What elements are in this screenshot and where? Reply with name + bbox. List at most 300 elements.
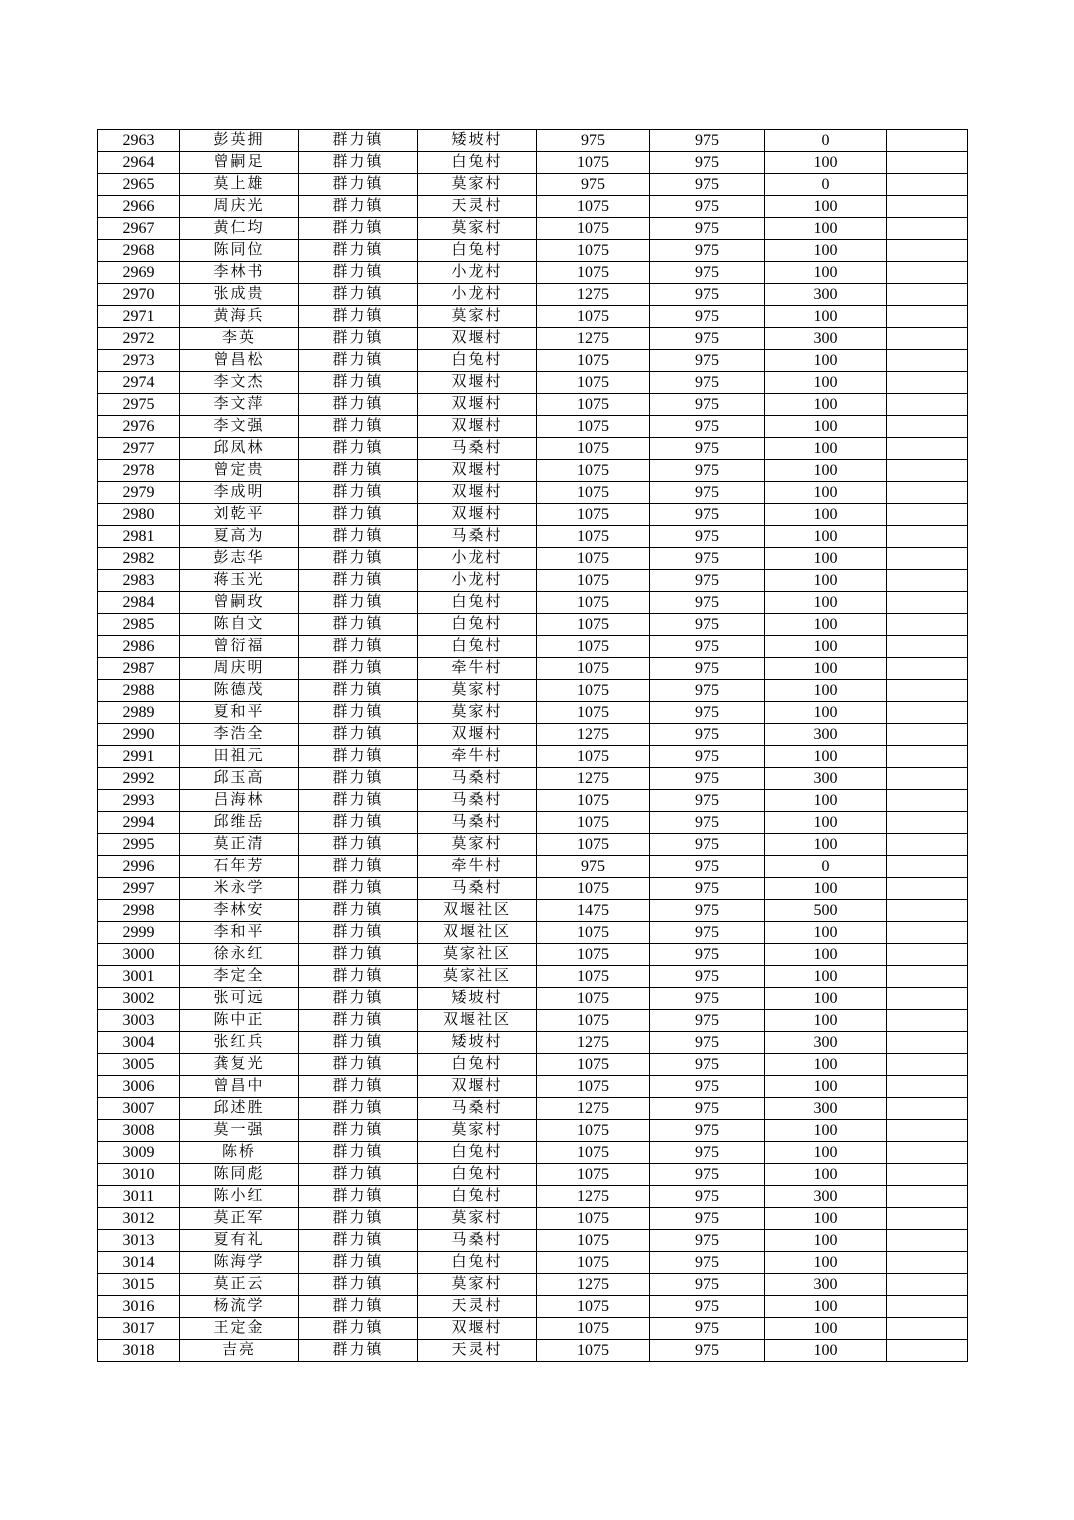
- cell-amount-a: 1075: [537, 152, 650, 174]
- cell-town: 群力镇: [299, 1010, 418, 1032]
- cell-difference: 100: [765, 944, 887, 966]
- cell-empty: [887, 988, 968, 1010]
- cell-empty: [887, 130, 968, 152]
- cell-amount-b: 975: [650, 1164, 765, 1186]
- cell-amount-a: 1075: [537, 394, 650, 416]
- cell-town: 群力镇: [299, 856, 418, 878]
- cell-amount-b: 975: [650, 1340, 765, 1362]
- cell-amount-a: 1075: [537, 988, 650, 1010]
- cell-amount-a: 1075: [537, 658, 650, 680]
- table-row: [98, 1252, 968, 1274]
- table-row: [98, 1010, 968, 1032]
- cell-empty: [887, 1274, 968, 1296]
- cell-village: 莫家村: [418, 702, 537, 724]
- cell-amount-a: 1075: [537, 240, 650, 262]
- cell-amount-b: 975: [650, 438, 765, 460]
- cell-difference: 100: [765, 218, 887, 240]
- cell-town: 群力镇: [299, 526, 418, 548]
- cell-amount-a: 1075: [537, 878, 650, 900]
- cell-difference: 300: [765, 1032, 887, 1054]
- cell-amount-a: 1075: [537, 1142, 650, 1164]
- cell-amount-a: 975: [537, 856, 650, 878]
- cell-village: 小龙村: [418, 570, 537, 592]
- cell-amount-a: 1275: [537, 284, 650, 306]
- cell-village: 莫家村: [418, 1274, 537, 1296]
- cell-empty: [887, 1318, 968, 1340]
- cell-name: 夏有礼: [180, 1230, 299, 1252]
- cell-empty: [887, 658, 968, 680]
- cell-empty: [887, 1120, 968, 1142]
- cell-name: 曾衍福: [180, 636, 299, 658]
- cell-village: 马桑村: [418, 526, 537, 548]
- cell-empty: [887, 900, 968, 922]
- cell-town: 群力镇: [299, 680, 418, 702]
- cell-amount-b: 975: [650, 768, 765, 790]
- cell-difference: 100: [765, 262, 887, 284]
- cell-village: 白兔村: [418, 152, 537, 174]
- cell-amount-a: 1075: [537, 922, 650, 944]
- cell-amount-b: 975: [650, 372, 765, 394]
- cell-amount-a: 1075: [537, 548, 650, 570]
- cell-name: 莫正军: [180, 1208, 299, 1230]
- cell-id: 3011: [98, 1186, 180, 1208]
- cell-amount-b: 975: [650, 196, 765, 218]
- cell-amount-b: 975: [650, 1076, 765, 1098]
- cell-difference: 100: [765, 438, 887, 460]
- table-row: [98, 240, 968, 262]
- table-row: [98, 1032, 968, 1054]
- table-row: [98, 394, 968, 416]
- cell-name: 曾定贵: [180, 460, 299, 482]
- cell-name: 张红兵: [180, 1032, 299, 1054]
- cell-amount-b: 975: [650, 790, 765, 812]
- cell-village: 白兔村: [418, 1164, 537, 1186]
- cell-name: 周庆明: [180, 658, 299, 680]
- cell-town: 群力镇: [299, 900, 418, 922]
- cell-village: 天灵村: [418, 196, 537, 218]
- cell-empty: [887, 240, 968, 262]
- cell-empty: [887, 1296, 968, 1318]
- table-row: [98, 1120, 968, 1142]
- cell-village: 天灵村: [418, 1340, 537, 1362]
- cell-empty: [887, 768, 968, 790]
- table-row: [98, 350, 968, 372]
- cell-name: 李英: [180, 328, 299, 350]
- cell-id: 2974: [98, 372, 180, 394]
- cell-village: 白兔村: [418, 240, 537, 262]
- cell-amount-a: 975: [537, 130, 650, 152]
- cell-name: 李林安: [180, 900, 299, 922]
- cell-town: 群力镇: [299, 1098, 418, 1120]
- cell-id: 2967: [98, 218, 180, 240]
- cell-amount-b: 975: [650, 306, 765, 328]
- cell-id: 2964: [98, 152, 180, 174]
- cell-amount-a: 1075: [537, 614, 650, 636]
- table-row: [98, 1054, 968, 1076]
- cell-amount-a: 1075: [537, 1054, 650, 1076]
- cell-id: 2995: [98, 834, 180, 856]
- cell-empty: [887, 482, 968, 504]
- cell-village: 矮坡村: [418, 1032, 537, 1054]
- cell-difference: 300: [765, 768, 887, 790]
- cell-amount-a: 1275: [537, 1098, 650, 1120]
- cell-difference: 100: [765, 504, 887, 526]
- cell-village: 莫家村: [418, 218, 537, 240]
- cell-name: 李文杰: [180, 372, 299, 394]
- cell-name: 米永学: [180, 878, 299, 900]
- cell-town: 群力镇: [299, 988, 418, 1010]
- cell-amount-b: 975: [650, 482, 765, 504]
- cell-town: 群力镇: [299, 1340, 418, 1362]
- cell-village: 小龙村: [418, 284, 537, 306]
- cell-amount-a: 1075: [537, 1164, 650, 1186]
- table-row: [98, 372, 968, 394]
- cell-empty: [887, 592, 968, 614]
- cell-amount-b: 975: [650, 746, 765, 768]
- cell-town: 群力镇: [299, 724, 418, 746]
- cell-village: 牵牛村: [418, 746, 537, 768]
- cell-empty: [887, 1164, 968, 1186]
- cell-empty: [887, 284, 968, 306]
- cell-amount-b: 975: [650, 900, 765, 922]
- cell-village: 小龙村: [418, 262, 537, 284]
- cell-id: 3003: [98, 1010, 180, 1032]
- cell-id: 2986: [98, 636, 180, 658]
- table-row: [98, 746, 968, 768]
- table-row: [98, 724, 968, 746]
- cell-village: 白兔村: [418, 614, 537, 636]
- cell-difference: 100: [765, 1142, 887, 1164]
- table-row: [98, 680, 968, 702]
- cell-village: 莫家村: [418, 306, 537, 328]
- cell-town: 群力镇: [299, 1076, 418, 1098]
- cell-amount-b: 975: [650, 702, 765, 724]
- table-row: [98, 614, 968, 636]
- cell-difference: 100: [765, 482, 887, 504]
- cell-amount-a: 1075: [537, 1340, 650, 1362]
- cell-amount-b: 975: [650, 130, 765, 152]
- table-row: [98, 1142, 968, 1164]
- cell-empty: [887, 1098, 968, 1120]
- cell-difference: 300: [765, 1186, 887, 1208]
- cell-name: 李文萍: [180, 394, 299, 416]
- cell-id: 2992: [98, 768, 180, 790]
- cell-empty: [887, 614, 968, 636]
- cell-id: 3009: [98, 1142, 180, 1164]
- cell-id: 2973: [98, 350, 180, 372]
- table-row: [98, 834, 968, 856]
- cell-id: 2963: [98, 130, 180, 152]
- cell-name: 陈小红: [180, 1186, 299, 1208]
- cell-town: 群力镇: [299, 416, 418, 438]
- cell-amount-b: 975: [650, 1032, 765, 1054]
- cell-empty: [887, 724, 968, 746]
- cell-village: 马桑村: [418, 1098, 537, 1120]
- cell-id: 3018: [98, 1340, 180, 1362]
- cell-amount-b: 975: [650, 614, 765, 636]
- cell-difference: 300: [765, 328, 887, 350]
- cell-difference: 100: [765, 1296, 887, 1318]
- cell-name: 邱凤林: [180, 438, 299, 460]
- cell-name: 夏高为: [180, 526, 299, 548]
- cell-amount-a: 1075: [537, 416, 650, 438]
- table-row: [98, 284, 968, 306]
- cell-amount-a: 1075: [537, 262, 650, 284]
- cell-town: 群力镇: [299, 438, 418, 460]
- cell-difference: 100: [765, 1076, 887, 1098]
- cell-village: 马桑村: [418, 1230, 537, 1252]
- cell-amount-a: 1075: [537, 1318, 650, 1340]
- table-row: [98, 1274, 968, 1296]
- cell-amount-a: 1075: [537, 372, 650, 394]
- cell-difference: 100: [765, 878, 887, 900]
- cell-name: 陈中正: [180, 1010, 299, 1032]
- cell-id: 3006: [98, 1076, 180, 1098]
- table-row: [98, 1340, 968, 1362]
- cell-empty: [887, 746, 968, 768]
- cell-amount-a: 1075: [537, 812, 650, 834]
- cell-town: 群力镇: [299, 658, 418, 680]
- cell-amount-b: 975: [650, 240, 765, 262]
- cell-amount-b: 975: [650, 1274, 765, 1296]
- table-row: [98, 130, 968, 152]
- cell-amount-b: 975: [650, 680, 765, 702]
- cell-name: 邱述胜: [180, 1098, 299, 1120]
- cell-amount-a: 1075: [537, 592, 650, 614]
- cell-town: 群力镇: [299, 768, 418, 790]
- cell-name: 张成贵: [180, 284, 299, 306]
- cell-id: 2997: [98, 878, 180, 900]
- cell-village: 白兔村: [418, 1054, 537, 1076]
- cell-village: 双堰村: [418, 460, 537, 482]
- cell-town: 群力镇: [299, 1142, 418, 1164]
- cell-town: 群力镇: [299, 218, 418, 240]
- cell-town: 群力镇: [299, 570, 418, 592]
- cell-village: 马桑村: [418, 812, 537, 834]
- cell-amount-b: 975: [650, 284, 765, 306]
- cell-village: 莫家村: [418, 1120, 537, 1142]
- cell-town: 群力镇: [299, 746, 418, 768]
- cell-town: 群力镇: [299, 1318, 418, 1340]
- cell-name: 李成明: [180, 482, 299, 504]
- table-row: [98, 592, 968, 614]
- table-row: [98, 1296, 968, 1318]
- cell-empty: [887, 416, 968, 438]
- cell-village: 双堰社区: [418, 900, 537, 922]
- cell-amount-a: 1075: [537, 1076, 650, 1098]
- cell-id: 3004: [98, 1032, 180, 1054]
- cell-amount-a: 975: [537, 174, 650, 196]
- cell-town: 群力镇: [299, 1208, 418, 1230]
- cell-amount-a: 1075: [537, 482, 650, 504]
- cell-empty: [887, 438, 968, 460]
- cell-id: 2998: [98, 900, 180, 922]
- table-row: [98, 1318, 968, 1340]
- cell-empty: [887, 1142, 968, 1164]
- cell-town: 群力镇: [299, 328, 418, 350]
- cell-name: 邱玉高: [180, 768, 299, 790]
- table-row: [98, 1164, 968, 1186]
- cell-name: 黄仁均: [180, 218, 299, 240]
- cell-town: 群力镇: [299, 1164, 418, 1186]
- cell-amount-a: 1075: [537, 1120, 650, 1142]
- cell-amount-b: 975: [650, 1186, 765, 1208]
- cell-amount-a: 1075: [537, 438, 650, 460]
- cell-id: 2972: [98, 328, 180, 350]
- cell-amount-b: 975: [650, 416, 765, 438]
- cell-name: 莫上雄: [180, 174, 299, 196]
- cell-amount-b: 975: [650, 922, 765, 944]
- cell-empty: [887, 1252, 968, 1274]
- cell-town: 群力镇: [299, 922, 418, 944]
- cell-town: 群力镇: [299, 284, 418, 306]
- cell-difference: 300: [765, 724, 887, 746]
- cell-id: 2976: [98, 416, 180, 438]
- cell-amount-b: 975: [650, 548, 765, 570]
- cell-id: 2996: [98, 856, 180, 878]
- cell-village: 矮坡村: [418, 130, 537, 152]
- table-row: [98, 306, 968, 328]
- cell-name: 龚复光: [180, 1054, 299, 1076]
- cell-name: 夏和平: [180, 702, 299, 724]
- cell-name: 曾嗣玫: [180, 592, 299, 614]
- cell-name: 曾昌中: [180, 1076, 299, 1098]
- cell-empty: [887, 196, 968, 218]
- cell-id: 3014: [98, 1252, 180, 1274]
- cell-empty: [887, 1340, 968, 1362]
- cell-amount-a: 1075: [537, 196, 650, 218]
- cell-id: 2966: [98, 196, 180, 218]
- cell-village: 双堰村: [418, 504, 537, 526]
- table-row: [98, 460, 968, 482]
- cell-empty: [887, 218, 968, 240]
- cell-difference: 100: [765, 746, 887, 768]
- cell-name: 陈同位: [180, 240, 299, 262]
- cell-difference: 100: [765, 812, 887, 834]
- cell-id: 3016: [98, 1296, 180, 1318]
- table-row: [98, 922, 968, 944]
- cell-id: 2975: [98, 394, 180, 416]
- cell-difference: 100: [765, 988, 887, 1010]
- cell-amount-b: 975: [650, 1296, 765, 1318]
- table-row: [98, 218, 968, 240]
- cell-empty: [887, 834, 968, 856]
- cell-amount-b: 975: [650, 724, 765, 746]
- cell-difference: 100: [765, 1010, 887, 1032]
- cell-empty: [887, 372, 968, 394]
- cell-id: 2969: [98, 262, 180, 284]
- cell-village: 莫家村: [418, 1208, 537, 1230]
- cell-empty: [887, 922, 968, 944]
- cell-amount-a: 1075: [537, 1010, 650, 1032]
- cell-amount-a: 1075: [537, 1296, 650, 1318]
- cell-name: 李文强: [180, 416, 299, 438]
- cell-difference: 100: [765, 702, 887, 724]
- cell-id: 3013: [98, 1230, 180, 1252]
- cell-name: 刘乾平: [180, 504, 299, 526]
- cell-amount-a: 1075: [537, 636, 650, 658]
- cell-difference: 100: [765, 372, 887, 394]
- cell-amount-a: 1075: [537, 460, 650, 482]
- cell-id: 2980: [98, 504, 180, 526]
- cell-name: 李林书: [180, 262, 299, 284]
- cell-village: 牵牛村: [418, 658, 537, 680]
- cell-amount-b: 975: [650, 1098, 765, 1120]
- cell-town: 群力镇: [299, 504, 418, 526]
- cell-town: 群力镇: [299, 174, 418, 196]
- cell-name: 杨流学: [180, 1296, 299, 1318]
- cell-id: 2987: [98, 658, 180, 680]
- cell-amount-b: 975: [650, 636, 765, 658]
- cell-difference: 100: [765, 614, 887, 636]
- cell-difference: 100: [765, 1230, 887, 1252]
- cell-town: 群力镇: [299, 1032, 418, 1054]
- table-row: [98, 152, 968, 174]
- cell-town: 群力镇: [299, 394, 418, 416]
- cell-village: 双堰村: [418, 1318, 537, 1340]
- cell-empty: [887, 1186, 968, 1208]
- cell-difference: 100: [765, 680, 887, 702]
- cell-difference: 100: [765, 1252, 887, 1274]
- table-row: [98, 856, 968, 878]
- table-row: [98, 658, 968, 680]
- table-row: [98, 988, 968, 1010]
- cell-difference: 100: [765, 1120, 887, 1142]
- cell-town: 群力镇: [299, 790, 418, 812]
- cell-town: 群力镇: [299, 1054, 418, 1076]
- cell-amount-a: 1275: [537, 768, 650, 790]
- cell-village: 马桑村: [418, 768, 537, 790]
- cell-village: 双堰社区: [418, 1010, 537, 1032]
- cell-name: 李浩全: [180, 724, 299, 746]
- cell-difference: 300: [765, 284, 887, 306]
- cell-difference: 300: [765, 1274, 887, 1296]
- cell-village: 马桑村: [418, 790, 537, 812]
- table-body: [98, 130, 968, 1362]
- cell-amount-b: 975: [650, 218, 765, 240]
- cell-empty: [887, 174, 968, 196]
- cell-amount-b: 975: [650, 856, 765, 878]
- table-row: [98, 526, 968, 548]
- cell-town: 群力镇: [299, 1274, 418, 1296]
- table-row: [98, 1208, 968, 1230]
- cell-difference: 0: [765, 174, 887, 196]
- cell-empty: [887, 944, 968, 966]
- cell-amount-a: 1075: [537, 504, 650, 526]
- cell-amount-a: 1275: [537, 1186, 650, 1208]
- cell-id: 3002: [98, 988, 180, 1010]
- cell-amount-b: 975: [650, 658, 765, 680]
- cell-village: 牵牛村: [418, 856, 537, 878]
- cell-town: 群力镇: [299, 460, 418, 482]
- cell-id: 3005: [98, 1054, 180, 1076]
- table-row: [98, 812, 968, 834]
- cell-amount-a: 1275: [537, 1032, 650, 1054]
- cell-town: 群力镇: [299, 262, 418, 284]
- cell-town: 群力镇: [299, 878, 418, 900]
- cell-difference: 100: [765, 306, 887, 328]
- cell-name: 李定全: [180, 966, 299, 988]
- cell-name: 徐永红: [180, 944, 299, 966]
- cell-amount-b: 975: [650, 966, 765, 988]
- cell-difference: 100: [765, 636, 887, 658]
- cell-id: 2985: [98, 614, 180, 636]
- cell-amount-b: 975: [650, 1230, 765, 1252]
- cell-amount-a: 1075: [537, 350, 650, 372]
- cell-village: 白兔村: [418, 350, 537, 372]
- cell-difference: 300: [765, 1098, 887, 1120]
- cell-town: 群力镇: [299, 636, 418, 658]
